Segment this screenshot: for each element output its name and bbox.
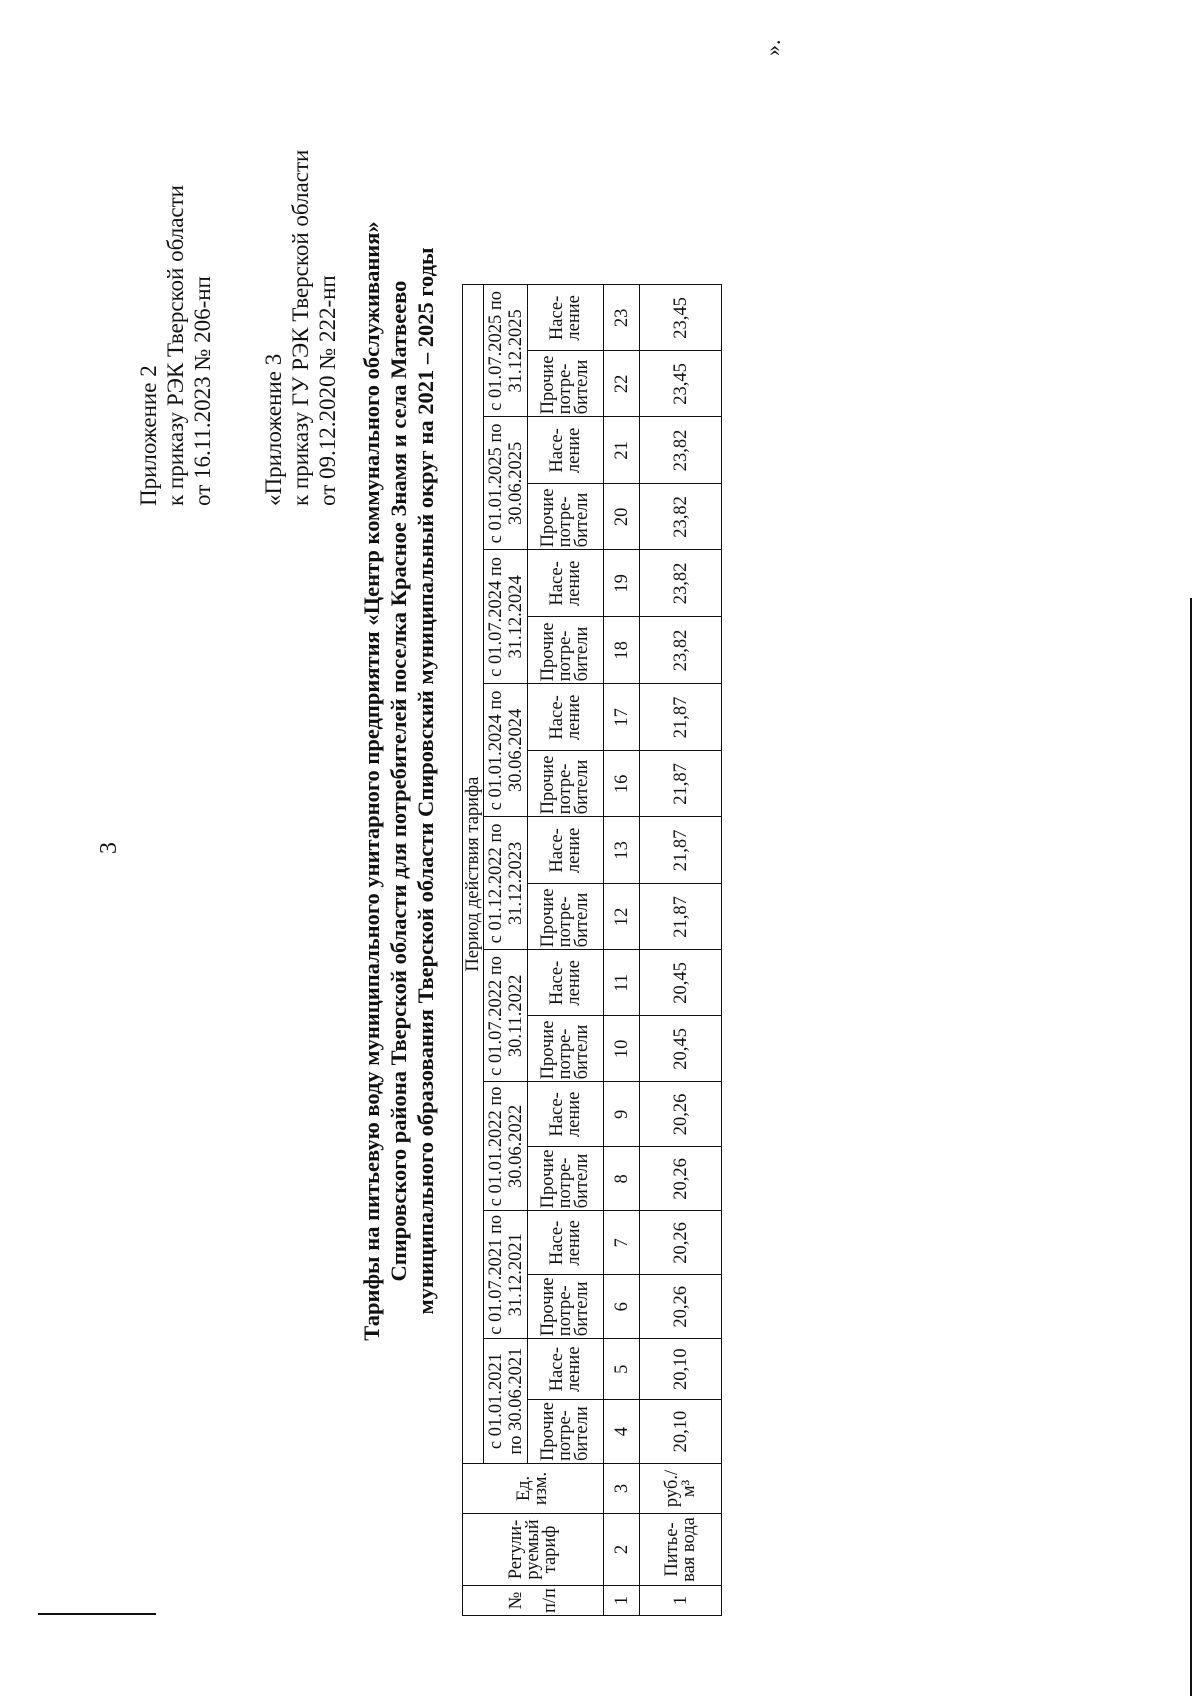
sub-other: Прочие потре-бители [528,617,604,684]
closing-quote: ». [760,39,785,56]
appendix-2-line1: Приложение 2 [136,365,161,506]
tariff-value: 23,82 [640,484,722,550]
sub-population: Насе-ление [528,1339,604,1400]
header-number-cell [463,1586,604,1616]
col-number: 9 [604,1082,640,1147]
tariff-value: 20,26 [640,1082,722,1147]
period-header: с 01.12.2022 по 31.12.2023 [484,817,528,950]
title-line1: Тарифы на питьевую воду муниципального унитарного предприятия «Центр коммунального обслуживания» [359,221,384,1341]
tariff-value: 23,82 [640,617,722,684]
col-number: 19 [604,550,640,617]
tariff-table [462,284,722,1616]
col-number: 4 [604,1400,640,1464]
sub-population: Насе-ление [528,417,604,484]
appendix-3-line3: от 09.12.2020 № 222-нп [315,275,340,506]
appendix-2-line3: от 16.11.2023 № 206-нп [190,276,215,506]
row-number: 1 [640,1586,722,1616]
col-number: 13 [604,817,640,884]
sub-other: Прочие потре-бители [528,751,604,817]
col-number: 2 [604,1514,640,1586]
col-number: 16 [604,751,640,817]
col-number: 22 [604,351,640,417]
col-number: 21 [604,417,640,484]
tariff-value: 20,45 [640,950,722,1016]
header-period: Период действия тарифа [463,285,484,1464]
col-number: 12 [604,884,640,950]
tariff-value: 20,45 [640,1016,722,1082]
period-header: с 01.07.2021 по 31.12.2021 [484,1211,528,1339]
header-unit: Ед. изм. [463,1464,604,1514]
sub-other: Прочие потре-бители [528,884,604,950]
period-header: с 01.07.2025 по 31.12.2025 [484,285,528,417]
header-number: № [505,1591,526,1610]
period-header: с 01.01.2022 по 30.06.2022 [484,1082,528,1211]
footnote-rule [38,1613,156,1615]
sub-population: Насе-ление [528,285,604,351]
header-row-consumers [528,285,604,1616]
sub-other: Прочие потре-бители [528,1275,604,1339]
tariff-value: 23,82 [640,550,722,617]
period-header: с 01.01.2025 по 30.06.2025 [484,417,528,550]
row-unit: руб./м³ [640,1464,722,1514]
sub-other: Прочие потре-бители [528,351,604,417]
col-number: 7 [604,1211,640,1275]
col-number: 11 [604,950,640,1016]
tariff-value: 23,45 [640,285,722,351]
tariff-value: 20,26 [640,1211,722,1275]
tariff-value: 20,26 [640,1275,722,1339]
edge-rule [1190,598,1192,1696]
col-number: 5 [604,1339,640,1400]
appendix-3-block [260,150,341,506]
tariff-value: 21,87 [640,817,722,884]
col-number: 1 [604,1586,640,1616]
title-line2: Спировского района Тверской области для потребителей поселка Красное Знамя и села Матвеево [386,280,411,1282]
tariff-value: 21,87 [640,884,722,950]
header-number-pp: п/п [539,1588,560,1613]
title-line3: муниципального образования Тверской области Спировский муниципальный округ на 2021 – 2025 годы [413,247,438,1315]
table-row [640,285,722,1616]
col-number: 6 [604,1275,640,1339]
sub-other: Прочие потре-бители [528,1147,604,1211]
tariff-value: 21,87 [640,751,722,817]
sub-population: Насе-ление [528,550,604,617]
appendix-2-line2: к приказу РЭК Тверской области [163,185,188,506]
col-number: 17 [604,684,640,751]
sub-population: Насе-ление [528,684,604,751]
appendix-3-line2: к приказу ГУ РЭК Тверской области [288,149,313,506]
column-number-row [604,285,640,1616]
tariff-value: 20,10 [640,1400,722,1464]
appendix-3-line1: «Приложение 3 [261,353,286,506]
header-tariff: Регули-руемый тариф [463,1514,604,1586]
header-row-periods [484,285,528,1616]
sub-population: Насе-ление [528,950,604,1016]
tariff-value: 23,82 [640,417,722,484]
header-row-1 [463,285,484,1616]
page-number: 3 [96,842,122,854]
period-header: с 01.01.2024 по 30.06.2024 [484,684,528,817]
col-number: 3 [604,1464,640,1514]
sub-other: Прочие потре-бители [528,1400,604,1464]
col-number: 8 [604,1147,640,1211]
sub-population: Насе-ление [528,817,604,884]
period-header: с 01.01.2021 по 30.06.2021 [484,1339,528,1464]
sub-population: Насе-ление [528,1082,604,1147]
row-tariff-name: Питье-вая вода [640,1514,722,1586]
period-header: с 01.07.2022 по 30.11.2022 [484,950,528,1082]
tariff-value: 21,87 [640,684,722,751]
tariff-value: 23,45 [640,351,722,417]
tariff-value: 20,10 [640,1339,722,1400]
tariff-value: 20,26 [640,1147,722,1211]
col-number: 10 [604,1016,640,1082]
sub-population: Насе-ление [528,1211,604,1275]
col-number: 18 [604,617,640,684]
sub-other: Прочие потре-бители [528,1016,604,1082]
document-title [358,66,439,1496]
col-number: 23 [604,285,640,351]
appendix-2-block [135,185,216,506]
sub-other: Прочие потре-бители [528,484,604,550]
period-header: с 01.07.2024 по 31.12.2024 [484,550,528,684]
col-number: 20 [604,484,640,550]
